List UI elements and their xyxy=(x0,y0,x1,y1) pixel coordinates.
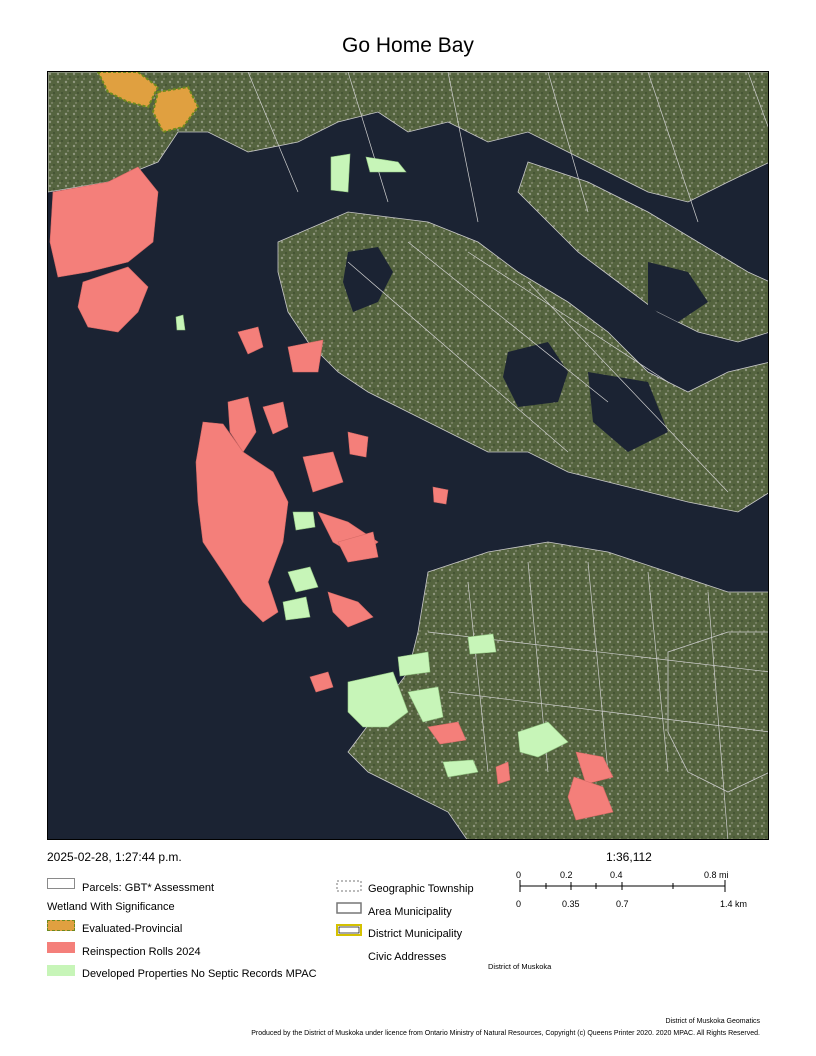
km-label-0: 0 xyxy=(516,899,522,909)
km-label-2: 0.7 xyxy=(616,899,629,909)
legend-area-municipality: Area Municipality xyxy=(368,906,452,918)
aerial-map[interactable] xyxy=(48,72,769,840)
map-title: Go Home Bay xyxy=(342,34,474,57)
legend-wetland-heading: Wetland With Significance xyxy=(47,901,175,913)
legend-civic-addresses: Civic Addresses xyxy=(368,951,447,963)
mi-label-0: 0 xyxy=(516,870,522,880)
map-frame[interactable] xyxy=(47,71,769,840)
credit-line-1: District of Muskoka Geomatics xyxy=(665,1018,760,1025)
mi-label-3: 0.8 mi xyxy=(704,870,729,880)
legend-parcels: Parcels: GBT* Assessment xyxy=(82,882,215,894)
legend-geographic-township: Geographic Township xyxy=(368,883,474,895)
mi-label-1: 0.2 xyxy=(560,870,573,880)
wetland-swatch xyxy=(47,920,75,931)
km-label-1: 0.35 xyxy=(562,899,580,909)
developed-swatch xyxy=(47,965,75,976)
legend-reinspection: Reinspection Rolls 2024 xyxy=(82,946,201,958)
legend-evaluated-provincial: Evaluated-Provincial xyxy=(82,923,183,935)
legend-district-municipality: District Municipality xyxy=(368,928,463,940)
timestamp: 2025-02-28, 1:27:44 p.m. xyxy=(47,850,182,864)
credit-line-2: Produced by the District of Muskoka under licence from Ontario Ministry of Natural Resources, Copyright (c) Queens Printer 2020. 2020 MPAC. All Rights Reserved. xyxy=(251,1030,760,1037)
mi-label-2: 0.4 xyxy=(610,870,623,880)
parcel-swatch xyxy=(47,878,75,889)
legend-developed: Developed Properties No Septic Records MPAC xyxy=(82,968,317,980)
reinspection-swatch xyxy=(47,942,75,953)
km-label-3: 1.4 km xyxy=(720,899,748,909)
district-label: District of Muskoka xyxy=(488,962,552,971)
scale-ratio: 1:36,112 xyxy=(606,850,652,864)
boundary-swatches xyxy=(336,880,364,942)
